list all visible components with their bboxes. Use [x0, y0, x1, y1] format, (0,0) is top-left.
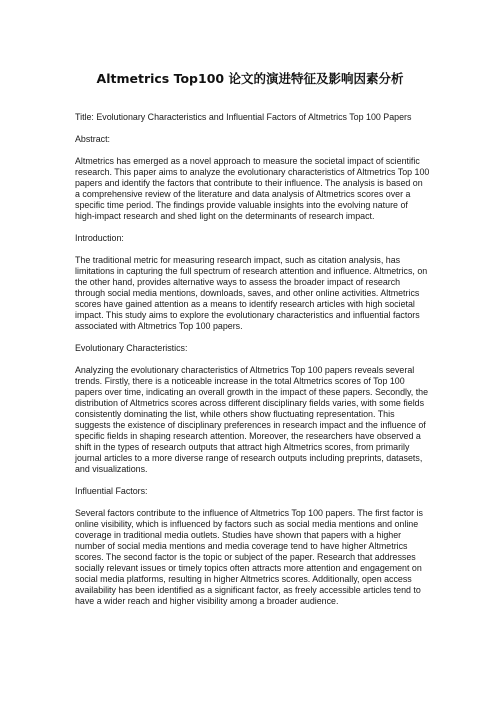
- document-title: Altmetrics Top100 论文的演进特征及影响因素分析: [96, 71, 404, 86]
- evolutionary-text: Analyzing the evolutionary characteristics of Altmetrics Top 100 papers reveals several trends. Firstly, there is a noticeable increase in the total Altmetrics scores of Top 100 papers over time, indicating an overall growth in the impact of these papers. Secondly, the distribution of Altmetrics scores across different disciplinary fields varies, with some fields consistently dominating the list, while others show fluctuating representation. This suggests the existence of disciplinary preferences in research impact and the influence of specific fields in shaping research attention. Moreover, the researchers have observed a shift in the types of research outputs that attract high Altmetrics scores, from primarily journal articles to a more diverse range of research outputs including preprints, datasets, and visualizations.: [75, 365, 429, 474]
- document-body: [75, 112, 430, 618]
- introduction-text: The traditional metric for measuring research impact, such as citation analysis, has limitations in capturing the full spectrum of research attention and influence. Altmetrics, on the other hand, provides alternative ways to assess the broader impact of research through social media mentions, downloads, saves, and other online activities. Altmetrics scores have gained attention as a means to identify research articles with high societal impact. This study aims to explore the evolutionary characteristics and influential factors associated with Altmetrics Top 100 papers.: [75, 255, 428, 331]
- introduction-heading: Introduction:: [75, 233, 124, 243]
- abstract-text: Altmetrics has emerged as a novel approach to measure the societal impact of scientific research. This paper aims to analyze the evolutionary characteristics of Altmetrics Top 100 papers and identify the factors that contribute to their influence. The analysis is based on a comprehensive review of the literature and data analysis of Altmetrics scores over a specific time period. The findings provide valuable insights into the evolving nature of high-impact research and shed light on the determinants of research impact.: [75, 156, 430, 221]
- paper-title: Title: Evolutionary Characteristics and Influential Factors of Altmetrics Top 100 Papers: [75, 112, 412, 122]
- abstract-heading: Abstract:: [75, 134, 111, 144]
- influential-text: Several factors contribute to the influence of Altmetrics Top 100 papers. The first factor is online visibility, which is influenced by factors such as social media mentions and online coverage in traditional media outlets. Studies have shown that papers with a higher number of social media mentions and media coverage tend to have higher Altmetrics scores. The second factor is the topic or subject of the paper. Research that addresses socially relevant issues or timely topics often attracts more attention and engagement on social media platforms, resulting in higher Altmetrics scores. Additionally, open access availability has been identified as a significant factor, as freely accessible articles tend to have a wider reach and higher visibility among a broader audience.: [75, 508, 423, 606]
- evolutionary-heading: Evolutionary Characteristics:: [75, 343, 188, 353]
- influential-heading: Influential Factors:: [75, 486, 148, 496]
